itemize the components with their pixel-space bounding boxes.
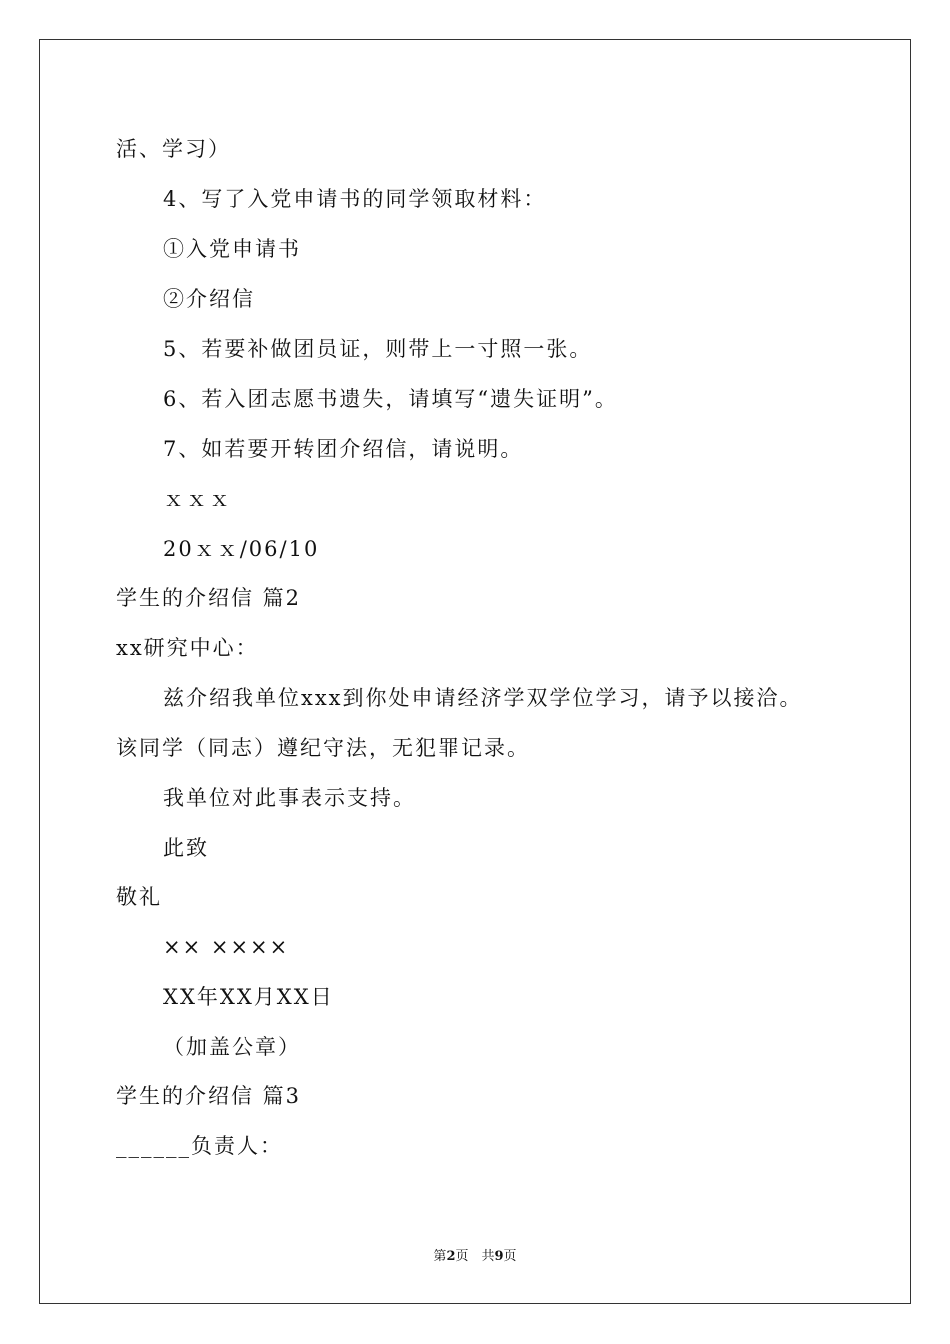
page-total: 9: [494, 1249, 504, 1264]
recipient: ______负责人：: [116, 1134, 283, 1158]
text-line: 活、学习）: [116, 137, 231, 161]
page-suffix: 页: [503, 1249, 517, 1264]
page-border: [39, 39, 911, 1304]
text-line: ②介绍信: [163, 287, 255, 311]
text-line: 我单位对此事表示支持。: [163, 786, 416, 810]
text-line: 6、若入团志愿书遗失，请填写“遗失证明”。: [163, 387, 618, 411]
signature-name: ｘｘｘ: [163, 487, 232, 511]
text-line: 该同学（同志）遵纪守法，无犯罪记录。: [116, 736, 530, 760]
closing: 此致: [163, 836, 209, 860]
page-current: 2: [446, 1249, 456, 1264]
salutation: 敬礼: [116, 885, 162, 909]
text-line: 4、写了入党申请书的同学领取材料：: [163, 187, 547, 211]
page-prefix: 第: [433, 1249, 447, 1264]
text-line: 兹介绍我单位xxx到你处申请经济学双学位学习，请予以接洽。: [163, 686, 803, 710]
page-mid: 页 共: [455, 1249, 495, 1264]
text-line: 5、若要补做团员证，则带上一寸照一张。: [163, 337, 593, 361]
recipient: xx研究中心：: [116, 636, 259, 660]
text-line: ①入党申请书: [163, 237, 301, 261]
text-line: 7、如若要开转团介绍信，请说明。: [163, 437, 524, 461]
signature-date: 20ｘｘ/06/10: [163, 537, 320, 561]
section-heading: 学生的介绍信 篇3: [116, 1084, 302, 1108]
page-footer: [0, 1249, 950, 1265]
section-heading: 学生的介绍信 篇2: [116, 586, 302, 610]
signature-date: XX年XX月XX日: [163, 985, 334, 1009]
seal-note: （加盖公章）: [163, 1035, 301, 1059]
signature-name: ×× ××××: [163, 935, 290, 959]
